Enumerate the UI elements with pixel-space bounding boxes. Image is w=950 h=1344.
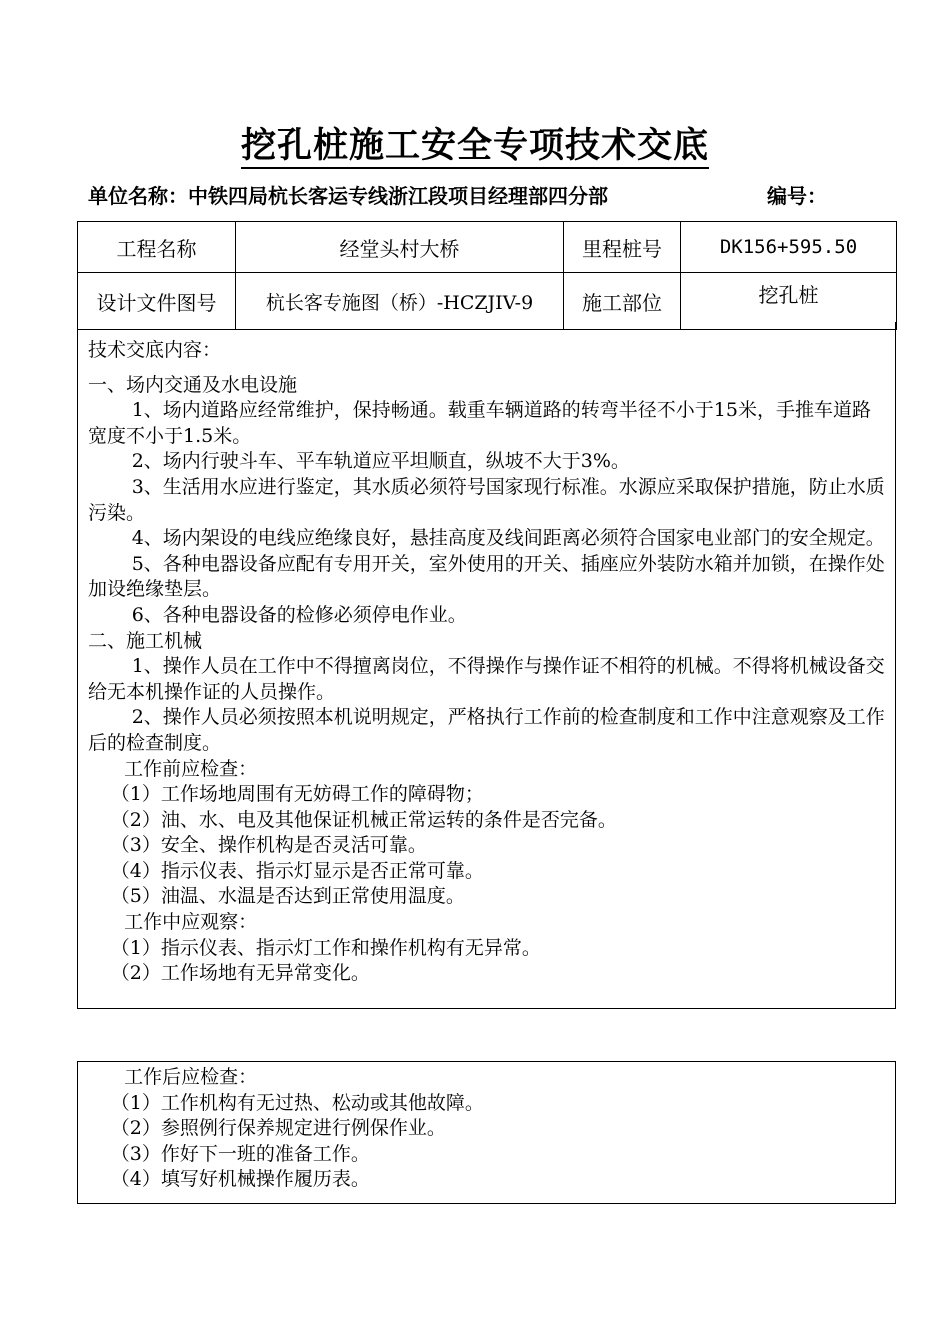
project-name-value: 经堂头村大桥 — [236, 222, 564, 273]
section2-item: 2、操作人员必须按照本机说明规定，严格执行工作前的检查制度和工作中注意观察及工作后的检查制度。 — [88, 706, 885, 754]
document-title-text: 挖孔桩施工安全专项技术交底 — [241, 125, 709, 169]
section1-item: 3、生活用水应进行鉴定，其水质必须符号国家现行标准。水源应采取保护措施，防止水质污染。 — [88, 475, 885, 524]
section1-item: 2、场内行驶斗车、平车轨道应平坦顺直，纵坡不大于3%。 — [131, 450, 630, 473]
post-work-item: （2）参照例行保养规定进行例保作业。 — [110, 1117, 446, 1140]
section1-item: 5、各种电器设备应配有专用开关，室外使用的开关、插座应外装防水箱并加锁，在操作处加设绝缘垫层。 — [88, 552, 885, 601]
pre-work-item: （3）安全、操作机构是否灵活可靠。 — [110, 834, 427, 857]
unit-name: 中铁四局杭长客运专线浙江段项目经理部四分部 — [188, 184, 608, 208]
during-work-title: 工作中应观察： — [124, 911, 258, 934]
section2-item: 1、操作人员在工作中不得擅离岗位，不得操作与操作证不相符的机械。不得将机械设备交给无本机操作证的人员操作。 — [88, 655, 885, 703]
section1-item: 6、各种电器设备的检修必须停电作业。 — [131, 603, 467, 626]
mileage-value: DK156+595.50 — [681, 222, 897, 273]
pre-work-item: （5）油温、水温是否达到正常使用温度。 — [110, 885, 465, 908]
section1-item: 4、场内架设的电线应绝缘良好，悬挂高度及线间距离必须符合国家电业部门的安全规定。 — [131, 527, 885, 550]
post-work-item: （4）填写好机械操作履历表。 — [110, 1168, 370, 1191]
project-name-label: 工程名称 — [78, 222, 236, 273]
during-work-item: （1）指示仪表、指示灯工作和操作机构有无异常。 — [110, 936, 541, 959]
construction-part-value: 挖孔桩 — [681, 273, 897, 330]
post-work-box — [77, 1061, 896, 1204]
pre-work-item: （4）指示仪表、指示灯显示是否正常可靠。 — [110, 859, 484, 882]
section1-title: 一、场内交通及水电设施 — [88, 373, 298, 396]
info-row-1 — [78, 222, 897, 273]
post-work-item: （1）工作机构有无过热、松动或其他故障。 — [110, 1091, 484, 1114]
info-row-2 — [78, 273, 897, 330]
during-work-item: （2）工作场地有无异常变化。 — [110, 962, 370, 985]
design-doc-label: 设计文件图号 — [78, 273, 236, 330]
info-table — [77, 221, 897, 330]
post-work-title: 工作后应检查： — [124, 1066, 258, 1088]
pre-work-title: 工作前应检查： — [124, 757, 258, 780]
code-label: 编号： — [767, 184, 827, 208]
content-heading: 技术交底内容： — [88, 339, 222, 361]
document-title — [0, 118, 950, 168]
post-work-item: （3）作好下一班的准备工作。 — [110, 1142, 370, 1165]
construction-part-label: 施工部位 — [564, 273, 681, 330]
unit-name-line — [88, 180, 608, 209]
design-doc-value: 杭长客专施图（桥）-HCZJIV-9 — [236, 273, 564, 330]
section1-item: 1、场内道路应经常维护，保持畅通。载重车辆道路的转弯半径不小于15米，手推车道路宽度不小于1.5米。 — [88, 399, 871, 447]
section2-title: 二、施工机械 — [88, 629, 203, 652]
pre-work-item: （2）油、水、电及其他保证机械正常运转的条件是否完备。 — [110, 808, 617, 831]
content-box — [77, 322, 896, 1009]
mileage-label: 里程桩号 — [564, 222, 681, 273]
unit-label: 单位名称： — [88, 184, 188, 208]
pre-work-item: （1）工作场地周围有无妨碍工作的障碍物； — [110, 783, 484, 806]
